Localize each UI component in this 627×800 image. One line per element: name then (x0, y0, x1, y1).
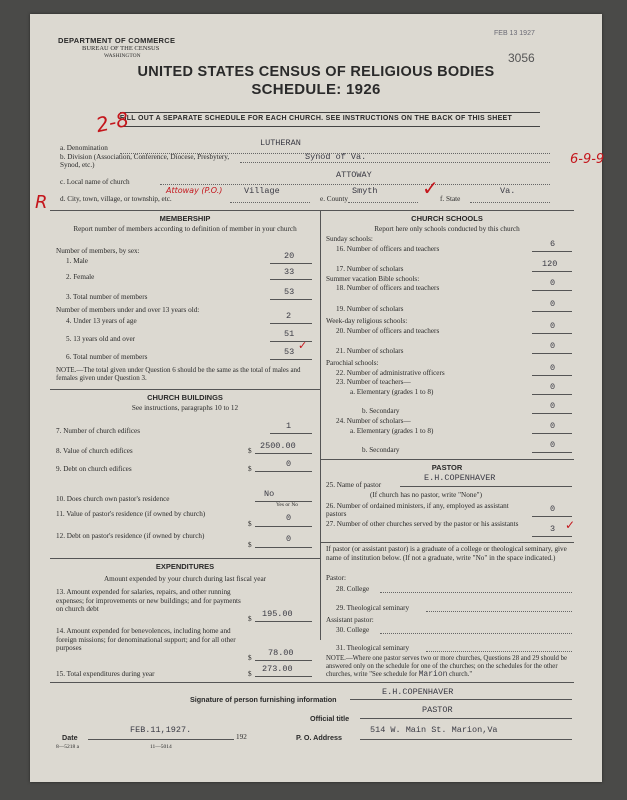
q19-label: 19. Number of scholars (336, 305, 404, 313)
signature-value: E.H.COPENHAVER (382, 687, 454, 697)
q11-value: 0 (286, 513, 292, 523)
q14-label: 14. Amount expended for benevolences, including home and foreign missions; for denominational support; and for all other purposes (56, 627, 236, 652)
q12-value: 0 (286, 534, 292, 544)
q25-value: E.H.COPENHAVER (424, 473, 496, 483)
form-title: UNITED STATES CENSUS OF RELIGIOUS BODIES (137, 64, 495, 80)
membership-intro: Report number of members according to definition of member in your church (73, 225, 297, 233)
pastor-heading: PASTOR (431, 463, 463, 472)
q5-label: 5. 13 years old and over (66, 335, 136, 343)
serial-number: 3056 (508, 51, 535, 65)
dollar-sign: $ (248, 670, 252, 678)
print-number: 11—5014 (150, 744, 172, 750)
po-address-value: 514 W. Main St. Marion,Va (370, 725, 498, 735)
q26-label: 26. Number of ordained ministers, if any, employed as assistant pastors (326, 502, 509, 518)
pastor-note-church: Marion (418, 670, 448, 679)
expenditures-intro: Amount expended by your church during last fiscal year (103, 575, 267, 583)
buildings-intro: See instructions, paragraphs 10 to 12 (131, 404, 239, 412)
q17-value: 120 (542, 259, 558, 269)
q7-value: 1 (286, 421, 292, 431)
denomination-value: LUTHERAN (260, 138, 301, 148)
q13-value: 195.00 (262, 609, 293, 619)
county-label: e. County (320, 195, 348, 203)
state-label: f. State (440, 195, 461, 203)
q25-note: (If church has no pastor, write "None") (370, 491, 482, 499)
q9-label: 9. Debt on church edifices (56, 465, 132, 473)
county-value: Smyth (352, 186, 378, 196)
handwritten-letter-r: R (35, 192, 48, 213)
q19-value: 0 (550, 299, 556, 309)
form-number: 8—5218 a (56, 744, 80, 750)
q18-value: 0 (550, 278, 556, 288)
q12-label: 12. Debt on pastor's residence (if owned by church) (56, 532, 205, 540)
q23b-label: b. Secondary (362, 407, 400, 415)
local-name-label: c. Local name of church (60, 178, 130, 186)
q22-value: 0 (550, 363, 556, 373)
q5-value: 51 (284, 329, 295, 339)
q1-value: 20 (284, 251, 295, 261)
q17-label: 17. Number of scholars (336, 265, 404, 273)
handwritten-place-note: Attoway (P.O.) (166, 186, 223, 195)
q4-value: 2 (286, 311, 292, 321)
q27-label: 27. Number of other churches served by the pastor or his assistants (326, 520, 519, 528)
pastor-note-text: NOTE.—Where one pastor serves two or more churches, Questions 28 and 29 should be answered only on the schedule for one of the churches; on the schedules for the other churches, write "See schedule for (326, 655, 568, 678)
membership-note: NOTE.—The total given under Question 6 should be the same as the total of males and females given under Question 3. (56, 366, 301, 382)
q18-label: 18. Number of officers and teachers (336, 284, 440, 292)
q23a-label: a. Elementary (grades 1 to 8) (350, 388, 434, 396)
q9-value: 0 (286, 459, 292, 469)
q26-value: 0 (550, 504, 556, 514)
schools-intro: Report here only schools conducted by this church (374, 225, 520, 233)
q11-label: 11. Value of pastor's residence (if owned by church) (56, 510, 206, 518)
q16-label: 16. Number of officers and teachers (336, 245, 440, 253)
buildings-heading: CHURCH BUILDINGS (147, 393, 223, 402)
q3-value: 53 (284, 287, 295, 297)
pastor-note (326, 655, 572, 679)
instruction-line: FILL OUT A SEPARATE SCHEDULE FOR EACH CHURCH. SEE INSTRUCTIONS ON THE BACK OF THIS SHEET (119, 115, 513, 122)
q3-label: 3. Total number of members (66, 293, 148, 301)
graduate-note: If pastor (or assistant pastor) is a graduate of a college or theological seminary, give name of institution below. (If not a graduate, write "No" in the space indicated.) (326, 545, 567, 562)
dollar-sign: $ (248, 541, 252, 549)
q8-label: 8. Value of church edifices (56, 447, 133, 455)
q14-value: 78.00 (268, 648, 294, 658)
dollar-sign: $ (248, 465, 252, 473)
members-by-age-label: Number of members under and over 13 years old: (56, 306, 200, 314)
q15-value: 273.00 (262, 664, 293, 674)
bureau-label: BUREAU OF THE CENSUS (82, 45, 160, 52)
date-label: Date (62, 733, 78, 742)
q4-label: 4. Under 13 years of age (66, 317, 137, 325)
members-by-sex-label: Number of members, by sex: (56, 247, 140, 255)
q25-label: 25. Name of pastor (326, 481, 382, 489)
q24-label: 24. Number of scholars— (336, 417, 411, 425)
q8-value: 2500.00 (260, 441, 296, 451)
q20-value: 0 (550, 321, 556, 331)
q10-value: No (264, 489, 275, 499)
yes-or-no-caption: Yes or No (276, 502, 299, 508)
department-label: DEPARTMENT OF COMMERCE (58, 36, 176, 45)
q7-label: 7. Number of church edifices (56, 427, 141, 435)
q27-value: 3 (550, 524, 556, 534)
official-title-value: PASTOR (422, 705, 453, 715)
city-town-label: d. City, town, village, or township, etc. (60, 195, 172, 203)
q21-value: 0 (550, 341, 556, 351)
census-form-sheet (30, 14, 605, 782)
weekday-schools-label: Week-day religious schools: (326, 317, 408, 325)
q20-label: 20. Number of officers and teachers (336, 327, 440, 335)
q31-label: 31. Theological seminary (336, 644, 410, 652)
q23b-value: 0 (550, 401, 556, 411)
year-suffix: 192 (236, 733, 247, 741)
q24b-value: 0 (550, 440, 556, 450)
state-value: Va. (500, 186, 516, 196)
local-name-value: ATTOWAY (336, 170, 372, 180)
form-subtitle: SCHEDULE: 1926 (251, 81, 381, 98)
schools-heading: CHURCH SCHOOLS (411, 214, 483, 223)
q24a-label: a. Elementary (grades 1 to 8) (350, 427, 434, 435)
q2-label: 2. Female (66, 273, 95, 281)
dollar-sign: $ (248, 520, 252, 528)
q23-label: 23. Number of teachers— (336, 378, 411, 386)
q13-label: 13. Amount expended for salaries, repairs, and other running expenses; for improvements or new buildings; and for payments on church debt (56, 588, 241, 613)
handwritten-code-2-8: 2-8 (93, 106, 131, 138)
q21-label: 21. Number of scholars (336, 347, 404, 355)
q30-label: 30. College (336, 626, 370, 634)
q6-value: 53 (284, 347, 295, 357)
division-label: b. Division (Association, Conference, Diocese, Presbytery, Synod, etc.) (60, 153, 230, 169)
signature-label: Signature of person furnishing information (190, 695, 337, 704)
q1-label: 1. Male (66, 257, 88, 265)
received-stamp: FEB 13 1927 (494, 30, 535, 37)
expenditures-heading: EXPENDITURES (155, 562, 215, 571)
q24b-label: b. Secondary (362, 446, 400, 454)
parochial-schools-label: Parochial schools: (326, 359, 379, 367)
city-town-value: Village (244, 186, 280, 196)
sunday-schools-label: Sunday schools: (326, 235, 373, 243)
q29-label: 29. Theological seminary (336, 604, 410, 612)
q15-label: 15. Total expenditures during year (56, 670, 155, 678)
city-label: WASHINGTON (104, 53, 141, 59)
check-mark-membership: ✓ (298, 339, 308, 352)
handwritten-code-right: 6-9-9 (570, 152, 605, 167)
q22-label: 22. Number of administrative officers (336, 369, 445, 377)
summer-schools-label: Summer vacation Bible schools: (326, 275, 420, 283)
date-value: FEB.11,1927. (130, 725, 192, 735)
dollar-sign: $ (248, 447, 252, 455)
q24a-value: 0 (550, 421, 556, 431)
check-mark: ✓ (422, 176, 439, 200)
q28-label: 28. College (336, 585, 370, 593)
q10-label: 10. Does church own pastor's residence (56, 495, 170, 503)
check-mark-pastor: ✓ (565, 518, 576, 532)
po-address-label: P. O. Address (296, 733, 342, 742)
q6-label: 6. Total number of members (66, 353, 148, 361)
denomination-label: a. Denomination (60, 144, 108, 152)
division-value: Synod of Va. (305, 152, 367, 162)
q2-value: 33 (284, 267, 295, 277)
pastor-subheading: Pastor: (326, 574, 346, 582)
q16-value: 6 (550, 239, 556, 249)
official-title-label: Official title (310, 714, 350, 723)
dollar-sign: $ (248, 615, 252, 623)
q23a-value: 0 (550, 382, 556, 392)
membership-heading: MEMBERSHIP (159, 214, 211, 223)
dollar-sign: $ (248, 654, 252, 662)
pastor-note-end: church." (449, 671, 473, 678)
assistant-pastor-subheading: Assistant pastor: (326, 616, 374, 624)
